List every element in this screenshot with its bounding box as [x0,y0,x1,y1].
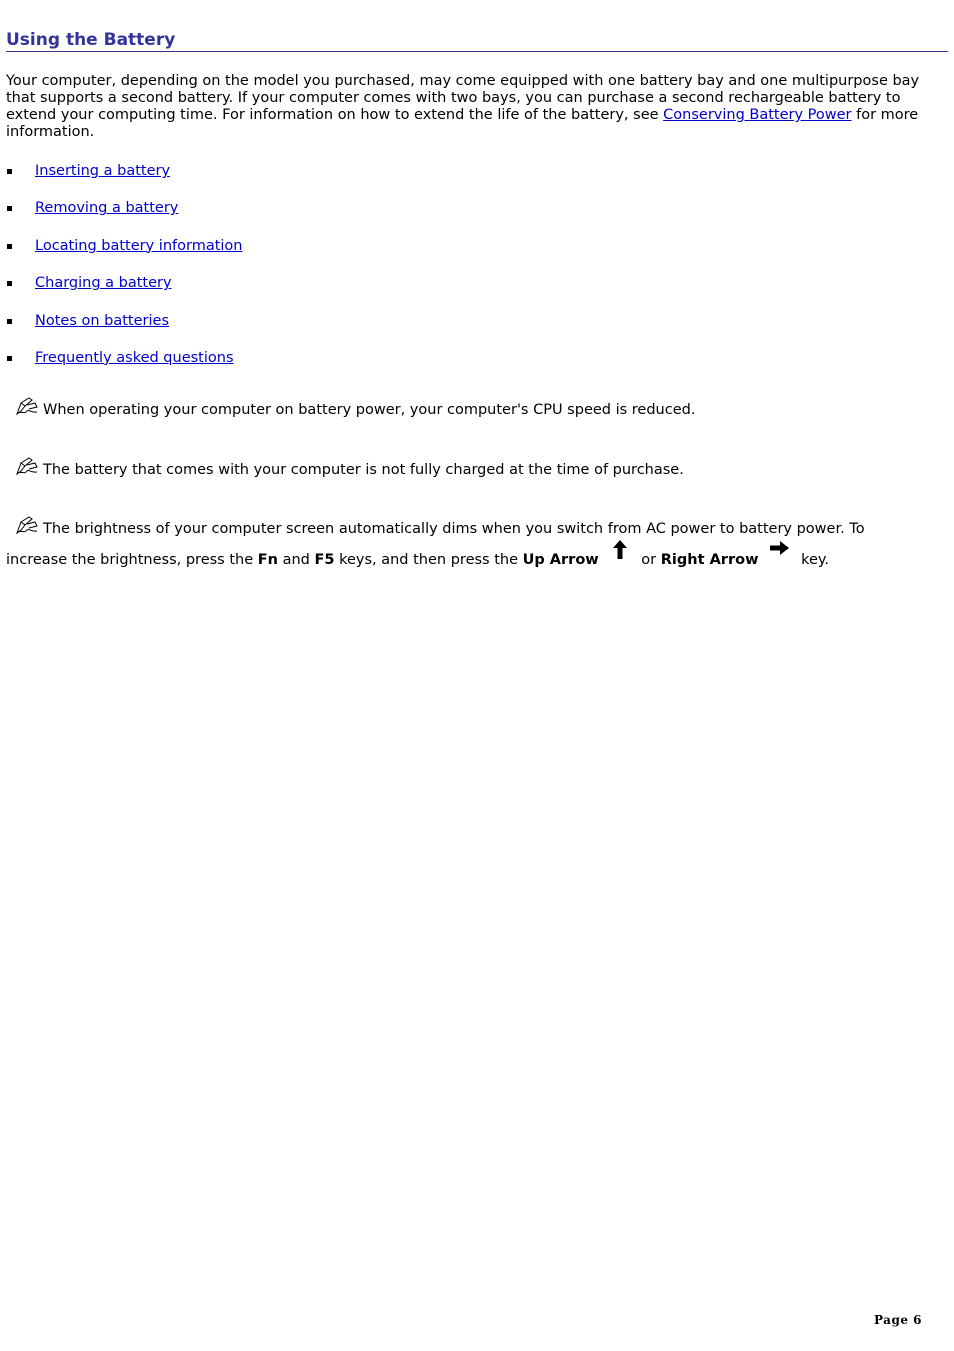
topic-list [6,163,948,367]
bullet-icon [7,206,12,211]
note-text: The brightness of your computer screen automatically dims when you switch from AC power to battery power. To [43,520,865,537]
note-text: The battery that comes with your computer is not fully charged at the time of purchase. [43,461,684,478]
note-pencil-icon [15,397,39,417]
up-arrow-icon [609,538,631,562]
key-f5: F5 [314,551,335,568]
bullet-icon [7,169,12,174]
list-item [6,275,948,292]
note-text: or [636,551,661,568]
inserting-battery-link[interactable]: Inserting a battery [35,163,171,179]
list-item [6,238,948,255]
page-number: Page 6 [873,1313,922,1327]
conserving-battery-power-link[interactable]: Conserving Battery Power [663,107,852,123]
right-arrow-icon [768,538,790,562]
note-text: key. [796,551,830,568]
note-pencil-icon [15,516,39,536]
faq-link[interactable]: Frequently asked questions [35,349,234,366]
charging-battery-link[interactable]: Charging a battery [35,275,172,292]
note-pencil-icon [15,457,39,477]
key-fn: Fn [257,551,278,568]
note-first-line [6,516,948,538]
note-text: increase the brightness, press the [6,551,258,568]
note-cpu-speed [6,397,948,419]
title-rule [6,30,948,52]
bullet-icon [7,319,12,324]
note-brightness [6,516,948,576]
note-text: When operating your computer on battery power, your computer's CPU speed is reduced. [43,401,696,418]
list-item [6,350,948,367]
document-page [6,0,948,576]
notes-on-batteries-link[interactable]: Notes on batteries [35,312,170,329]
note-text: keys, and then press the [334,551,523,568]
intro-text-end: for more information. [6,107,919,140]
locating-battery-info-link[interactable]: Locating battery information [35,237,243,254]
key-up-arrow: Up Arrow [522,551,599,568]
note-not-charged [6,457,948,479]
bullet-icon [7,244,12,249]
bullet-icon [7,281,12,286]
removing-battery-link[interactable]: Removing a battery [35,200,179,217]
page-title: Using the Battery [6,30,176,50]
bullet-icon [7,356,12,361]
key-right-arrow: Right Arrow [660,551,759,568]
note-text: and [277,551,315,568]
list-item [6,313,948,330]
list-item [6,163,948,180]
intro-paragraph [6,73,942,141]
list-item [6,200,948,217]
intro-text: Your computer, depending on the model you purchased, may come equipped with one battery bay and one multipurpose bay that supports a second battery. If your computer comes with two bays, you can purchase a second rechargeable battery to extend your computing time. For information on how to extend the life of the battery, see [6,73,920,123]
